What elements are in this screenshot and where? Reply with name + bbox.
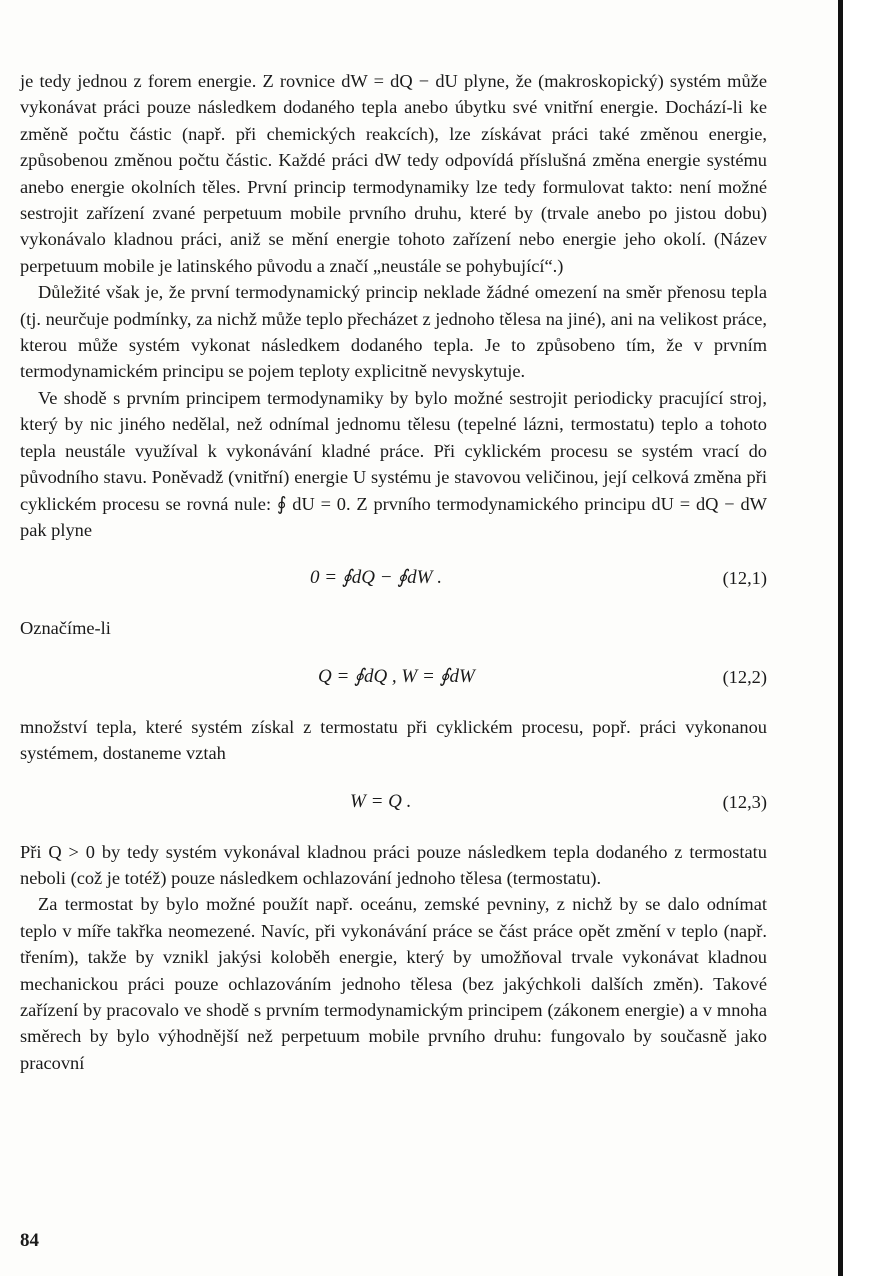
equation-12-2-formula: Q = ∮dQ , W = ∮dW bbox=[318, 665, 475, 687]
paragraph-first-principle: je tedy jednou z forem energie. Z rovnice dW = dQ − dU plyne, že (makroskopický) systém může vykonávat práci pouze následkem dodaného tepla anebo úbytku své vnitřní energie. Dochází-li ke změně počtu částic (např. při chemických reakcích), lze získávat práci také změnou energie, způsobenou změnou počtu částic. Každé práci dW tedy odpovídá příslušná změna energie systému anebo energie okolních těles. První princip termodynamiky lze tedy formulovat takto: není možné sestrojit zařízení zvané perpetuum mobile prvního druhu, které by (trvale anebo po jistou dobu) vykonávalo kladnou práci, aniž se mění energie tohoto zařízení nebo energie jeho okolí. (Název perpetuum mobile je latinského původu a značí „neustále se pohybující“.) bbox=[20, 71, 767, 276]
equation-12-3-number: (12,3) bbox=[722, 791, 767, 812]
page-number: 84 bbox=[20, 1230, 39, 1251]
equation-12-2 bbox=[20, 652, 767, 708]
paragraph-periodic-machine: Ve shodě s prvním principem termodynamiky by bylo možné sestrojit periodicky pracující stroj, který by nic jiného nedělal, než odnímal jednomu tělesu (tepelné lázni, termostatu) teplo a tohoto tepla neustále využíval k vykonávání kladné práce. Při cyklickém procesu se systém vrací do původního stavu. Poněvadž (vnitřní) energie U systému je stavovou veličinou, její celková změna při cyklickém procesu se rovná nule: ∮ dU = 0. Z prvního termodynamického principu dU = dQ − dW pak plyne bbox=[20, 387, 767, 540]
paragraph-ocean-thermostat: Za termostat by bylo možné použít např. oceánu, zemské pevniny, z nichž by se dalo odnímat teplo v míře takřka neomezené. Navíc, při vykonávání práce se část práce opět změní v teplo (např. třením), takže by vznikl jakýsi koloběh energie, který by umožňoval trvale vykonávat kladnou mechanickou práci pouze ochlazováním jednoho tělesa (bez jakýchkoli dalších změn). Takové zařízení by pracovalo ve shodě s prvním termodynamickým principem (zákonem energie) a v mnoha směrech by bylo výhodnější než perpetuum mobile prvního druhu: fungovalo by současně jako pracovní bbox=[20, 894, 767, 1073]
equation-12-1-number: (12,1) bbox=[722, 568, 767, 589]
paragraph-positive-q: Při Q > 0 by tedy systém vykonával kladnou práci pouze následkem tepla dodaného z termostatu neboli (což je totéž) pouze následkem ochlazování jednoho tělesa (termostatu). bbox=[20, 841, 767, 888]
equation-12-1-formula: 0 = ∮dQ − ∮dW . bbox=[310, 567, 442, 589]
equation-12-2-number: (12,2) bbox=[722, 666, 767, 687]
page-edge-bar bbox=[838, 0, 877, 1276]
paragraph-direction-of-heat: Důležité však je, že první termodynamický princip neklade žádné omezení na směr přenosu tepla (tj. neurčuje podmínky, za nichž může teplo přecházet z jednoho tělesa na jiné), ani na velikost práce, kterou může systém vykonat následkem dodaného tepla. Je to způsobeno tím, že v prvním termodynamickém principu se pojem teploty explicitně nevyskytuje. bbox=[20, 282, 767, 382]
paragraph-heat-and-work: množství tepla, které systém získal z termostatu při cyklickém procesu, popř. práci vykonanou systémem, dostaneme vztah bbox=[20, 716, 767, 764]
equation-12-1 bbox=[20, 553, 767, 609]
book-page bbox=[20, 68, 767, 1076]
equation-12-3 bbox=[20, 777, 767, 833]
equation-12-3-formula: W = Q . bbox=[350, 790, 412, 812]
intro-label: Označíme-li bbox=[20, 618, 111, 639]
